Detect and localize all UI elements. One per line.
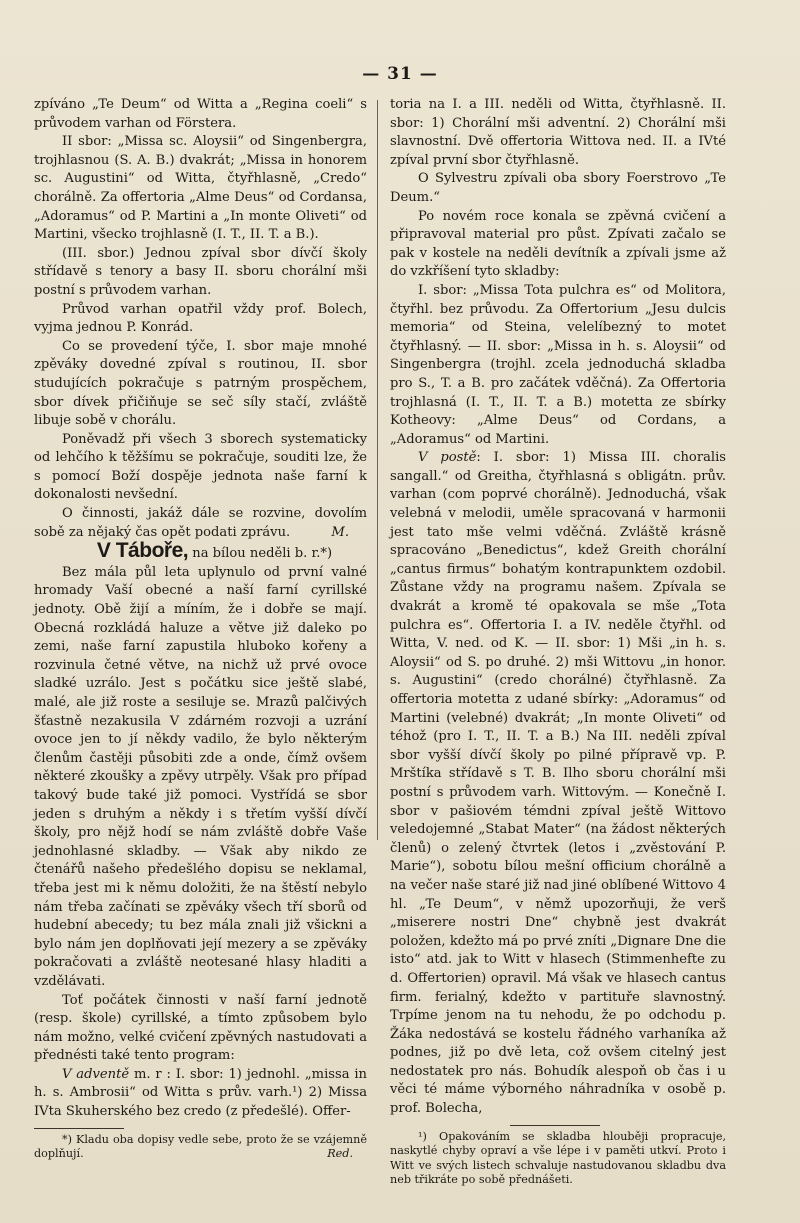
heading-date: na bílou neděli b. r.*)	[188, 546, 333, 562]
footnote-text: *) Kladu oba dopisy vedle sebe, proto že se vzájemně doplňují.	[34, 1132, 367, 1161]
paragraph: Průvod varhan opatřil vždy prof. Bolech, vyjma jednou P. Konrád.	[34, 301, 367, 336]
paragraph: Bez mála půl leta uplynulo od první valné hromady Vaší obecné a naší farní cyrillské jednoty. Obě žijí a míním, že i dobře se mají. Obecná rozkládá haluze a větve již daleko po zemi, naše farní zapustila hluboko kořeny a rozvinula četné větve, na nichž už prvé ovoce sladké uzrálo. Jest s počátku sice ještě slabé, malé, ale již roste a sesiluje se. Mrazů palčivých šťastně nezakusila V zdárném rozvoji a uzrání ovoce jen to jí někdy vadilo, že bylo některým členům častěji působiti zde a onde, čímž ovšem některé zkoušky a zpěvy utrpěly. Však pro případ takový bude také již pomoci. Vystřídá se sbor jeden s druhým a někdy i s třetím vyšší dívčí školy, pro nějž hodí se nám zvláště dobře Vaše jednohlasné skladby. — Však aby nikdo ze čtenářů našeho předešlého dopisu se neklamal, třeba jest mi k němu doložiti, že na štěstí nebylo nám třeba začínati se zpěváky všech tří sborů od hudební abecedy; tu bez mála znali již všickni a bylo nám jen doplňovati její mezery a se zpěváky pokračovati a zvláště neotesané hlasy hladiti a vzdělávati.	[34, 564, 367, 989]
footnote	[34, 1133, 367, 1162]
footnote-signature: Red.	[327, 1147, 353, 1161]
paragraph: zpíváno „Te Deum“ od Witta a „Regina coeli“ s průvodem varhan od Förstera.	[34, 97, 367, 131]
paragraph: Co se provedení týče, I. sbor maje mnohé zpěváky dovedné zpíval s routinou, II. sbor studujících pokračuje s patrným prospěchem, sbor dívek přičiňuje se seč síly stačí, zvláště libuje sobě v chorálu.	[34, 338, 367, 429]
paragraph	[34, 505, 367, 542]
paragraph: Poněvadž při všech 3 sborech systematicky od lehčího k těžšímu se pokračuje, souditi lze, že s pomocí Boží dospěje jednota naše farní k dokonalosti nevšední.	[34, 431, 367, 503]
paragraph: toria na I. a III. neděli od Witta, čtyřhlasně. II. sbor: 1) Chorální mši adventní. 2) Chorální mši slavnostní. Dvě offertoria Wittova ned. II. a IVté zpíval první sbor čtyřhlasně.	[390, 97, 726, 168]
page-number: — 31 —	[362, 64, 438, 84]
paragraph	[390, 449, 726, 1118]
footnote-rule	[34, 1128, 124, 1129]
column-divider	[377, 100, 378, 840]
lent-text: : I. sbor: 1) Missa III. choralis sangall.“ od Greitha, čtyřhlasná s obligátn. prův. varhan (com poprvé chorálně). Jednoduchá, však velebná v melodii, uměle spracovaná v harmonii jest tato mše velmi vděčná. Zvláště krásně spracováno „Benedictus“, kdež Greith chorální „cantus firmus“ bohatým kontrapunktem ozdobil. Zůstane vždy na programu našem. Zpívala se dvakrát a kromě té opakovala se mše „Tota pulchra es“. Offertoria I. a IV. neděle čtyřhl. od Witta, V. ned. od K. — II. sbor: 1) Mši „in h. s. Aloysii“ od S. po druhé. 2) mši Wittovu „in honor. s. Augustini“ (credo chorálné) čtyřhlasně. Za offertoria motetta z udané sbírky: „Adoramus“ od Martini (velebné) dvakrát; „In monte Oliveti“ od téhož (pro I. T., II. T. a B.) Na III. neděli zpíval sbor vyšší dívčí školy po pilné přípravě vp. P. Mrštíka střídavě s T. B. Ilho sboru chorální mši postní s průvodem varh. Wittovým. — Konečně I. sbor v pašiovém témdni zpíval ještě Wittovo veledojemné „Stabat Mater“ (na žádost některých členů) o zelený čtvrtek (letos i „zvěstování P. Marie“), sobotu bílou mešní officium chorálně a na večer naše staré již nad jiné oblíbené Wittovo 4 hl. „Te Deum“, v němž upozorňuji, že verš „miserere nostri Dne“ chybně jest dvakrát položen, kdežto má po prvé zníti „Dignare Dne die isto“ atd. jak to Witt v hlasech (Stimmenhefte zu d. Offertorien) opravil. Má však ve hlasech cantus firm. ferialný, kdežto v partituře slavnostný. Trpíme jenom na tu nehodu, že po odchodu p. Žáka nedostává se kostelu řádného varhaníka až podnes, již po dvě leta, což ovšem citelný jest nedostatek pro nás. Bohudík alespoň ob čas i u věci té máme výborného náhradníka v osobě p. prof. Bolecha,	[390, 450, 726, 1117]
paragraph: Toť počátek činnosti v naší farní jednotě (resp. škole) cyrillské, a tímto způsobem bylo nám možno, velké cvičení zpěvných nastudovati a přednésti také tento program:	[34, 992, 367, 1064]
heading-place: V Táboře,	[96, 539, 189, 563]
footnote: ¹) Opakováním se skladba hlouběji propracuje, naskytlé chyby opraví a vše lépe i v paměti utkví. Proto i Witt ve svých listech schvaluje nastudovanou skladbu dva neb třikráte po sobě přednášeti.	[390, 1129, 726, 1187]
letter-heading	[34, 539, 367, 564]
paragraph: Po novém roce konala se zpěvná cvičení a připravoval material pro půst. Zpívati začalo se pak v kostele na neděli devítník a zpívali jsme až do vzkříšení tyto skladby:	[390, 208, 726, 280]
signature: M.	[331, 524, 349, 540]
paragraph: (III. sbor.) Jednou zpíval sbor dívčí školy střídavě s tenory a basy II. sboru chorální mši postní s průvodem varhan.	[34, 245, 367, 298]
advent-label: V adventě	[62, 1066, 130, 1082]
paragraph: II sbor: „Missa sc. Aloysii“ od Singenbergra, trojhlasnou (S. A. B.) dvakrát; „Missa in honorem sc. Augustini“ od Witta, čtyřhlasně, „Credo“ chorálně. Za offertoria „Alme Deus“ od Cordansa, „Adoramus“ od P. Martini a „In monte Oliveti“ od Martini, všecko trojhlasně (I. T., II. T. a B.).	[34, 134, 367, 243]
paragraph: I. sbor: „Missa Tota pulchra es“ od Molitora, čtyřhl. bez průvodu. Za Offertorium „Jesu dulcis memoria“ od Steina, velelíbezný to motet čtyřhlasný. — II. sbor: „Missa in h. s. Aloysii“ od Singenbergra (trojhl. zcela jednoduchá skladba pro S., T. a B. pro začátek vděčná). Za Offertoria trojhlasná (I. T., II. T. a B.) motetta ze sbírky Kotheovy: „Alme Deus“ od Cordans, a „Adoramus“ od Martini.	[390, 282, 726, 447]
right-column	[390, 96, 726, 1188]
advent-text: m. r : I. sbor: 1) jednohl. „missa in h. s. Ambrosii“ od Witta s prův. varh.¹) 2) Missa IVta Skuherského bez credo (z předešlé). Offer-	[34, 1066, 367, 1120]
paragraph-text: O činnosti, jakáž dále se rozvine, dovolím sobě za nějaký čas opět podati zprávu.	[34, 506, 367, 540]
left-column	[34, 96, 367, 1162]
lent-label: V postě	[418, 450, 477, 466]
paragraph	[34, 1066, 367, 1122]
footnote-rule	[510, 1125, 600, 1126]
paragraph: O Sylvestru zpívali oba sbory Foerstrovo „Te Deum.“	[390, 171, 726, 205]
